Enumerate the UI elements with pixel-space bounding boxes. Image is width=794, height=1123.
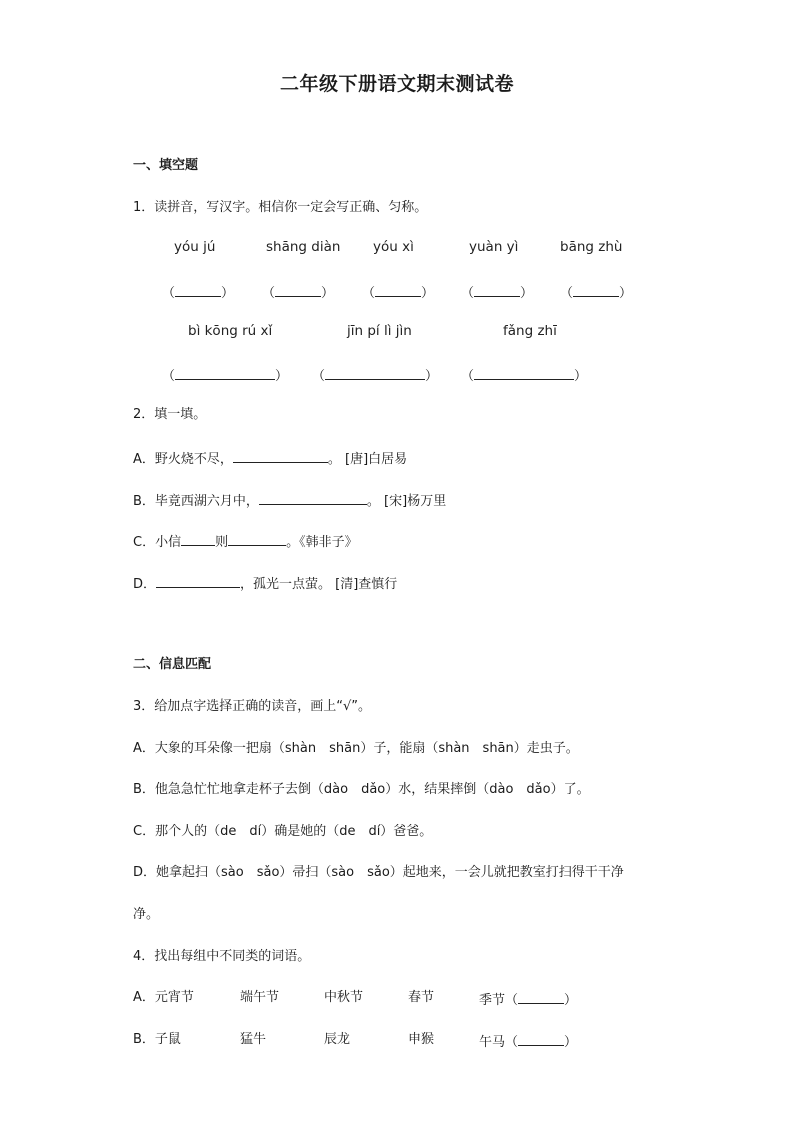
question-4-b-answer[interactable]: 午马（ ）	[479, 1035, 578, 1050]
answer-blank-2[interactable]: （ ）	[262, 286, 335, 301]
answer-blank-8[interactable]: （ ）	[461, 369, 588, 384]
fill-blank[interactable]	[233, 450, 328, 463]
question-3-a: A．大象的耳朵像一把扇（shàn shān）子，能扇（shàn shān）走虫子。	[133, 741, 579, 756]
fill-blank[interactable]	[228, 533, 286, 546]
question-3-d-continued: 净。	[133, 907, 160, 922]
question-4-a-word-1: A．元宵节	[133, 990, 194, 1005]
answer-blank-7[interactable]: （ ）	[312, 369, 439, 384]
fill-blank[interactable]	[259, 492, 367, 505]
question-4-a-answer[interactable]: 季节（ ）	[479, 993, 578, 1008]
fill-blank[interactable]	[156, 575, 240, 588]
question-1-stem: 1．读拼音，写汉字。相信你一定会写正确、匀称。	[133, 200, 428, 215]
answer-blank-3[interactable]: （ ）	[362, 286, 435, 301]
answer-blank-4[interactable]: （ ）	[461, 286, 534, 301]
question-4-a-word-4: 春节	[408, 990, 435, 1005]
question-2-a: A．野火烧不尽， 。 [唐]白居易	[133, 452, 408, 467]
section-heading-match: 二、信息匹配	[133, 657, 212, 672]
question-3-c: C．那个人的（de dí）确是她的（de dí）爸爸。	[133, 824, 433, 839]
question-2-c: C．小信 则 。《韩非子》	[133, 535, 358, 550]
question-3-d: D．她拿起扫（sào sǎo）帚扫（sào sǎo）起地来，一会儿就把教室打扫得干干净	[133, 865, 624, 880]
question-3-stem: 3．给加点字选择正确的读音，画上“√”。	[133, 699, 372, 714]
question-4-b-word-1: B．子鼠	[133, 1032, 181, 1047]
pinyin-2: shāng diàn	[266, 239, 341, 255]
question-4-a-word-2: 端午节	[240, 990, 280, 1005]
pinyin-5: bāng zhù	[560, 239, 623, 255]
question-4-stem: 4．找出每组中不同类的词语。	[133, 949, 311, 964]
answer-blank-5[interactable]: （ ）	[560, 286, 633, 301]
question-4-a-word-3: 中秋节	[324, 990, 364, 1005]
question-3-b: B．他急急忙忙地拿走杯子去倒（dào dǎo）水，结果摔倒（dào dǎo）了。	[133, 782, 590, 797]
page-title: 二年级下册语文期末测试卷	[279, 73, 514, 95]
answer-blank-6[interactable]: （ ）	[162, 369, 289, 384]
section-heading-fill: 一、填空题	[133, 158, 199, 173]
fill-blank[interactable]	[181, 533, 215, 546]
question-4-b-word-4: 申猴	[408, 1032, 435, 1047]
question-4-b-word-2: 猛牛	[240, 1032, 267, 1047]
question-2-b: B．毕竟西湖六月中， 。 [宋]杨万里	[133, 494, 447, 509]
pinyin-1: yóu jú	[174, 239, 216, 255]
question-2-stem: 2．填一填。	[133, 407, 207, 422]
pinyin-8: fǎng zhī	[503, 323, 557, 339]
answer-blank-1[interactable]: （ ）	[162, 286, 235, 301]
question-4-b-word-3: 辰龙	[324, 1032, 351, 1047]
pinyin-3: yóu xì	[373, 239, 414, 255]
question-2-d: D． ，孤光一点萤。 [清]查慎行	[133, 577, 398, 592]
pinyin-6: bì kōng rú xǐ	[188, 323, 273, 339]
pinyin-7: jīn pí lì jìn	[347, 323, 412, 339]
pinyin-4: yuàn yì	[469, 239, 519, 255]
